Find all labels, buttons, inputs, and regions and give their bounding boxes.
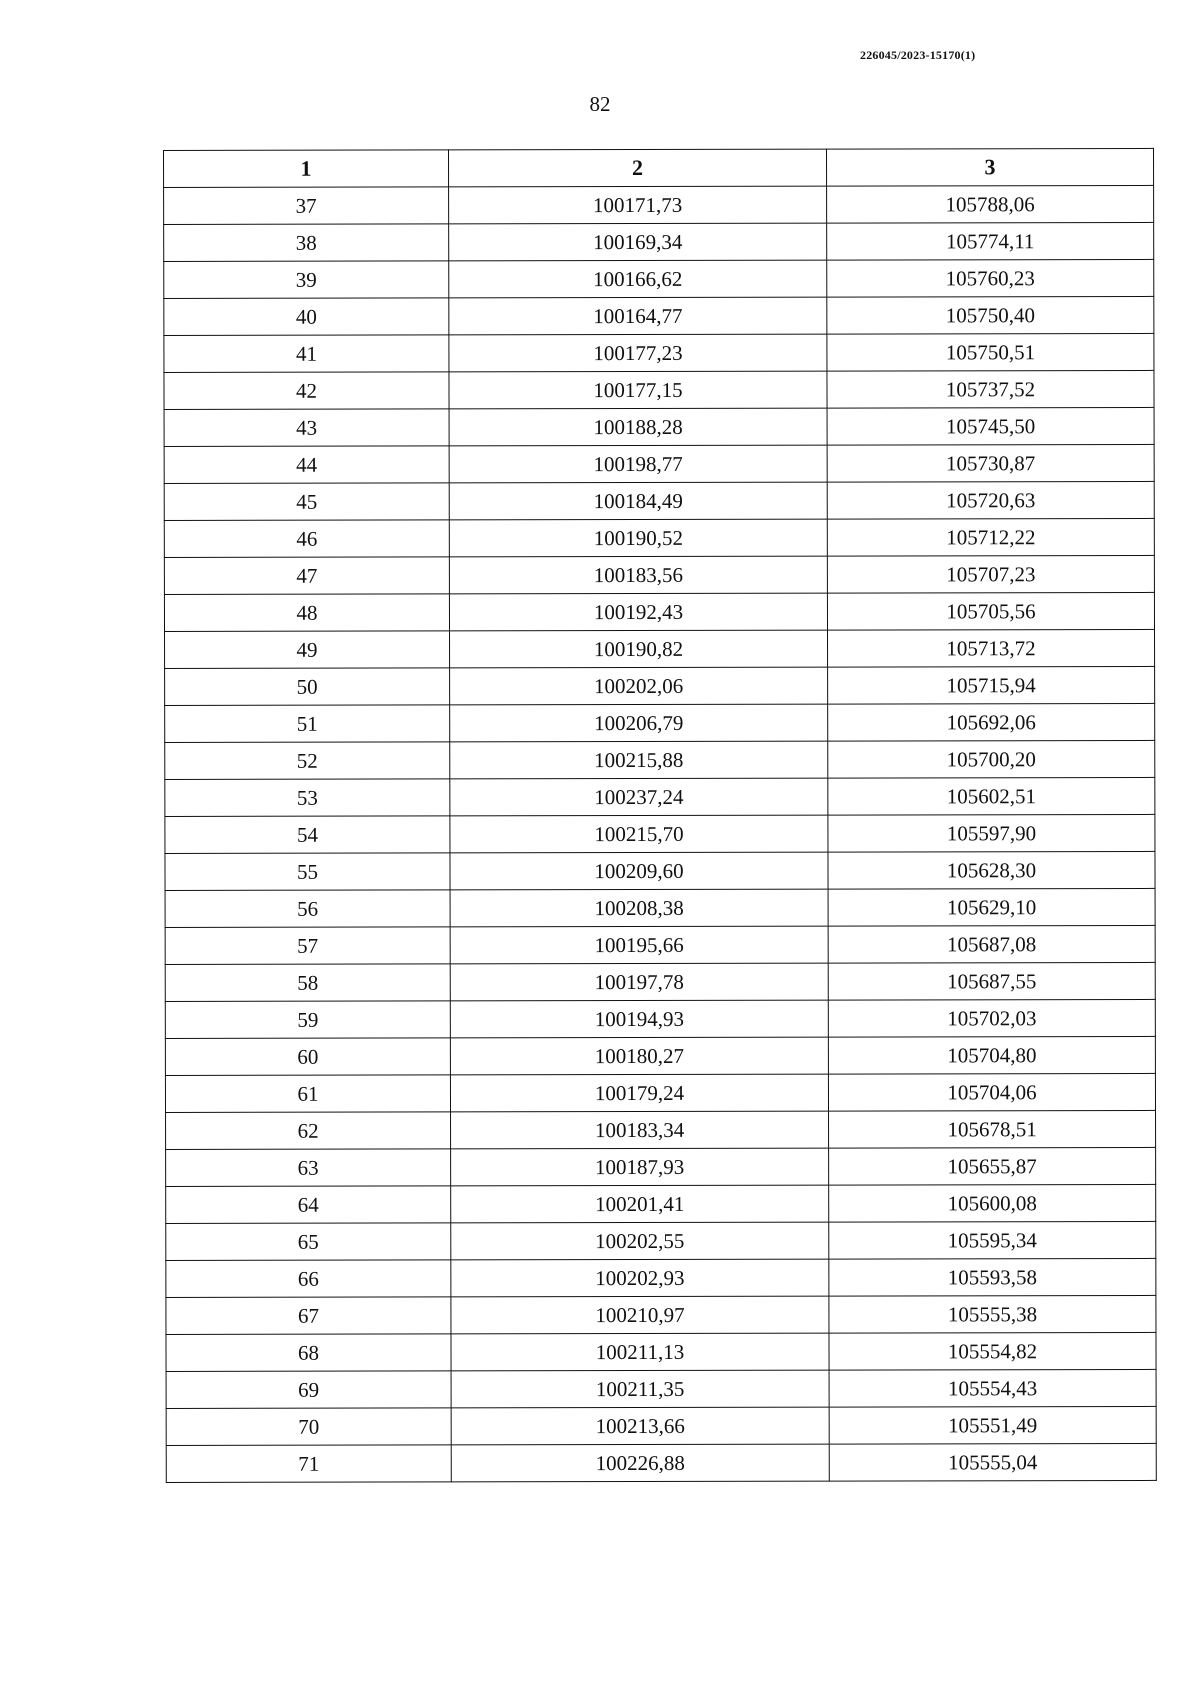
table-row — [165, 666, 1155, 705]
point-number-cell: 46 — [164, 520, 449, 558]
coordinate-y-cell: 105595,34 — [829, 1221, 1156, 1259]
coordinate-x-cell: 100187,93 — [451, 1148, 829, 1186]
table-row — [166, 1332, 1156, 1371]
coordinates-table-container — [163, 148, 1156, 1483]
coordinate-x-cell: 100183,34 — [451, 1111, 829, 1149]
coordinate-x-cell: 100202,55 — [451, 1222, 829, 1260]
point-number-cell: 40 — [164, 298, 449, 336]
point-number-cell: 71 — [166, 1445, 451, 1483]
table-row — [166, 1221, 1156, 1260]
coordinate-y-cell: 105705,56 — [827, 592, 1154, 630]
table-row — [165, 703, 1155, 742]
table-row — [165, 629, 1155, 668]
coordinate-x-cell: 100211,13 — [451, 1333, 829, 1371]
coordinate-x-cell: 100201,41 — [451, 1185, 829, 1223]
table-row — [165, 851, 1155, 890]
coordinate-x-cell: 100198,77 — [449, 445, 827, 483]
coordinate-x-cell: 100215,88 — [450, 741, 828, 779]
point-number-cell: 58 — [165, 964, 450, 1002]
point-number-cell: 63 — [166, 1149, 451, 1187]
point-number-cell: 37 — [164, 187, 449, 225]
coordinate-y-cell: 105655,87 — [829, 1147, 1156, 1185]
coordinate-y-cell: 105678,51 — [829, 1110, 1156, 1148]
coordinate-x-cell: 100184,49 — [449, 482, 827, 520]
coordinate-y-cell: 105551,49 — [829, 1406, 1156, 1444]
table-row — [165, 777, 1155, 816]
coordinate-x-cell: 100194,93 — [450, 1000, 828, 1038]
table-row — [166, 1369, 1156, 1408]
coordinate-y-cell: 105788,06 — [827, 185, 1154, 223]
coordinate-y-cell: 105629,10 — [828, 888, 1155, 926]
table-body — [164, 185, 1157, 1482]
point-number-cell: 64 — [166, 1186, 451, 1224]
coordinate-y-cell: 105554,43 — [829, 1369, 1156, 1407]
table-row — [164, 259, 1154, 298]
coordinate-y-cell: 105707,23 — [827, 555, 1154, 593]
point-number-cell: 43 — [164, 409, 449, 447]
column-header-3: 3 — [826, 148, 1153, 186]
table-row — [166, 1110, 1156, 1149]
coordinate-x-cell: 100237,24 — [450, 778, 828, 816]
table-row — [165, 999, 1155, 1038]
coordinate-y-cell: 105745,50 — [827, 407, 1154, 445]
coordinate-x-cell: 100177,15 — [449, 371, 827, 409]
coordinate-x-cell: 100211,35 — [451, 1370, 829, 1408]
coordinates-table — [163, 148, 1157, 1483]
point-number-cell: 49 — [165, 631, 450, 669]
point-number-cell: 69 — [166, 1371, 451, 1409]
point-number-cell: 66 — [166, 1260, 451, 1298]
page-number: 82 — [589, 92, 611, 116]
coordinate-y-cell: 105597,90 — [828, 814, 1155, 852]
table-row — [164, 592, 1154, 631]
coordinate-x-cell: 100213,66 — [451, 1407, 829, 1445]
table-row — [165, 740, 1155, 779]
coordinate-x-cell: 100177,23 — [449, 334, 827, 372]
coordinate-y-cell: 105712,22 — [827, 518, 1154, 556]
coordinate-x-cell: 100215,70 — [450, 815, 828, 853]
coordinate-y-cell: 105750,40 — [827, 296, 1154, 334]
table-row — [164, 444, 1154, 483]
table-row — [164, 185, 1154, 224]
table-row — [164, 222, 1154, 261]
coordinate-y-cell: 105687,08 — [828, 925, 1155, 963]
point-number-cell: 68 — [166, 1334, 451, 1372]
table-row — [164, 481, 1154, 520]
table-row — [166, 1406, 1156, 1445]
point-number-cell: 59 — [165, 1001, 450, 1039]
point-number-cell: 38 — [164, 224, 449, 262]
coordinate-y-cell: 105555,04 — [829, 1443, 1156, 1481]
coordinate-x-cell: 100171,73 — [449, 186, 827, 224]
coordinate-x-cell: 100226,88 — [451, 1444, 829, 1482]
table-header — [164, 148, 1154, 187]
point-number-cell: 42 — [164, 372, 449, 410]
coordinate-x-cell: 100192,43 — [449, 593, 827, 631]
table-row — [164, 518, 1154, 557]
column-header-2: 2 — [449, 149, 827, 187]
table-row — [165, 1073, 1155, 1112]
coordinate-x-cell: 100183,56 — [449, 556, 827, 594]
coordinate-y-cell: 105737,52 — [827, 370, 1154, 408]
coordinate-x-cell: 100169,34 — [449, 223, 827, 261]
coordinate-y-cell: 105692,06 — [828, 703, 1155, 741]
coordinate-y-cell: 105774,11 — [827, 222, 1154, 260]
point-number-cell: 61 — [165, 1075, 450, 1113]
table-header-row — [164, 148, 1154, 187]
table-row — [164, 555, 1154, 594]
point-number-cell: 45 — [164, 483, 449, 521]
table-row — [164, 296, 1154, 335]
table-row — [164, 370, 1154, 409]
coordinate-x-cell: 100188,28 — [449, 408, 827, 446]
coordinate-x-cell: 100164,77 — [449, 297, 827, 335]
coordinate-x-cell: 100197,78 — [450, 963, 828, 1001]
coordinate-y-cell: 105593,58 — [829, 1258, 1156, 1296]
coordinate-y-cell: 105730,87 — [827, 444, 1154, 482]
coordinate-y-cell: 105687,55 — [828, 962, 1155, 1000]
table-row — [165, 1036, 1155, 1075]
coordinate-x-cell: 100202,93 — [451, 1259, 829, 1297]
coordinate-x-cell: 100208,38 — [450, 889, 828, 927]
table-row — [165, 888, 1155, 927]
point-number-cell: 54 — [165, 816, 450, 854]
point-number-cell: 67 — [166, 1297, 451, 1335]
point-number-cell: 53 — [165, 779, 450, 817]
table-row — [166, 1184, 1156, 1223]
coordinate-y-cell: 105554,82 — [829, 1332, 1156, 1370]
coordinate-x-cell: 100209,60 — [450, 852, 828, 890]
point-number-cell: 57 — [165, 927, 450, 965]
table-row — [166, 1443, 1156, 1482]
coordinate-x-cell: 100180,27 — [450, 1037, 828, 1075]
coordinate-y-cell: 105700,20 — [828, 740, 1155, 778]
point-number-cell: 48 — [164, 594, 449, 632]
point-number-cell: 41 — [164, 335, 449, 373]
table-row — [164, 407, 1154, 446]
coordinate-y-cell: 105704,06 — [828, 1073, 1155, 1111]
table-row — [165, 962, 1155, 1001]
point-number-cell: 44 — [164, 446, 449, 484]
point-number-cell: 62 — [166, 1112, 451, 1150]
coordinate-y-cell: 105704,80 — [828, 1036, 1155, 1074]
coordinate-x-cell: 100179,24 — [450, 1074, 828, 1112]
coordinate-x-cell: 100190,82 — [450, 630, 828, 668]
coordinate-y-cell: 105750,51 — [827, 333, 1154, 371]
column-header-1: 1 — [164, 150, 449, 188]
point-number-cell: 47 — [164, 557, 449, 595]
point-number-cell: 55 — [165, 853, 450, 891]
point-number-cell: 70 — [166, 1408, 451, 1446]
table-row — [165, 814, 1155, 853]
coordinate-y-cell: 105600,08 — [829, 1184, 1156, 1222]
coordinate-y-cell: 105720,63 — [827, 481, 1154, 519]
document-id-stamp: 226045/2023-15170(1) — [860, 48, 976, 62]
coordinate-x-cell: 100210,97 — [451, 1296, 829, 1334]
coordinate-y-cell: 105628,30 — [828, 851, 1155, 889]
table-row — [165, 925, 1155, 964]
point-number-cell: 52 — [165, 742, 450, 780]
coordinate-y-cell: 105702,03 — [828, 999, 1155, 1037]
coordinate-y-cell: 105713,72 — [828, 629, 1155, 667]
coordinate-x-cell: 100195,66 — [450, 926, 828, 964]
coordinate-x-cell: 100166,62 — [449, 260, 827, 298]
table-row — [166, 1147, 1156, 1186]
table-row — [166, 1295, 1156, 1334]
point-number-cell: 51 — [165, 705, 450, 743]
point-number-cell: 65 — [166, 1223, 451, 1261]
table-row — [164, 333, 1154, 372]
coordinate-x-cell: 100202,06 — [450, 667, 828, 705]
coordinate-y-cell: 105602,51 — [828, 777, 1155, 815]
coordinate-x-cell: 100206,79 — [450, 704, 828, 742]
coordinate-y-cell: 105555,38 — [829, 1295, 1156, 1333]
point-number-cell: 56 — [165, 890, 450, 928]
point-number-cell: 50 — [165, 668, 450, 706]
point-number-cell: 39 — [164, 261, 449, 299]
coordinate-y-cell: 105715,94 — [828, 666, 1155, 704]
table-row — [166, 1258, 1156, 1297]
point-number-cell: 60 — [165, 1038, 450, 1076]
coordinate-x-cell: 100190,52 — [449, 519, 827, 557]
coordinate-y-cell: 105760,23 — [827, 259, 1154, 297]
